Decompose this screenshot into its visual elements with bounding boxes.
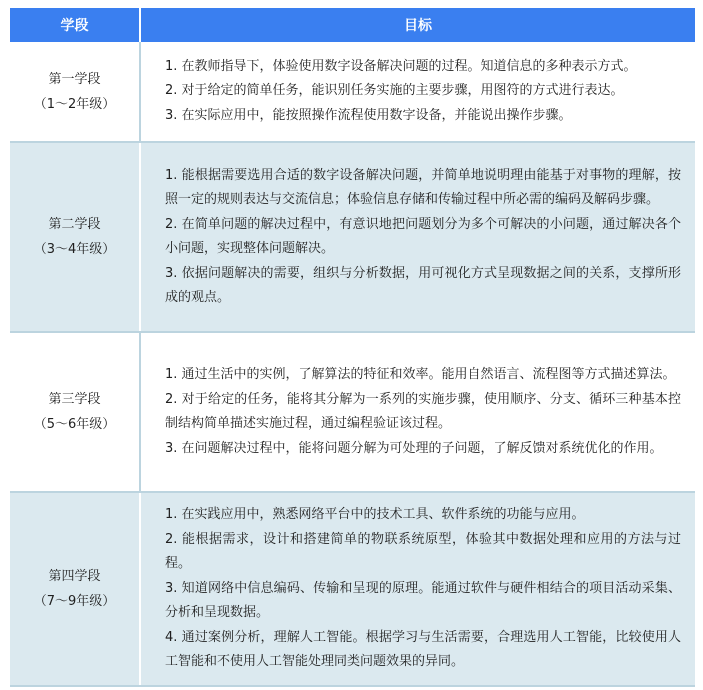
- table-body: [10, 42, 695, 686]
- goal-item: 2. 在简单问题的解决过程中，有意识地把问题划分为多个可解决的小问题，通过解决各个小问题，实现整体问题解决。: [165, 216, 681, 256]
- header-row: [10, 8, 695, 42]
- header-goal: 目标: [140, 8, 695, 42]
- goal-item: 3. 知道网络中信息编码、传输和呈现的原理。能通过软件与硬件相结合的项目活动采集、分析和呈现数据。: [165, 580, 681, 620]
- goals-cell: [140, 332, 695, 492]
- stage-name: 第一学段: [48, 71, 101, 87]
- grade-range: （5～6年级）: [33, 417, 116, 432]
- grade-range: （1～2年级）: [33, 96, 116, 112]
- goals-cell: [140, 492, 695, 686]
- stage-cell: [10, 42, 140, 142]
- goal-item: 4. 通过案例分析，理解人工智能。根据学习与生活需要，合理选用人工智能，比较使用人工智能和不使用人工智能处理同类问题效果的异同。: [165, 629, 681, 669]
- stage-cell: [10, 492, 140, 686]
- goal-item: 1. 在实践应用中，熟悉网络平台中的技术工具、软件系统的功能与应用。: [165, 507, 585, 522]
- goal-item: 1. 通过生活中的实例，了解算法的特征和效率。能用自然语言、流程图等方式描述算法。: [165, 367, 676, 382]
- header-stage: 学段: [10, 8, 140, 42]
- goal-item: 3. 依据问题解决的需要，组织与分析数据，用可视化方式呈现数据之间的关系，支撑所形成的观点。: [165, 265, 681, 305]
- stage-cell: [10, 142, 140, 332]
- goal-item: 3. 在问题解决过程中，能将问题分解为可处理的子问题，了解反馈对系统优化的作用。: [165, 440, 663, 456]
- goal-item: 3. 在实际应用中，能按照操作流程使用数字设备，并能说出操作步骤。: [165, 107, 572, 123]
- grade-range: （3～4年级）: [33, 242, 116, 257]
- goals-cell: [140, 142, 695, 332]
- goal-item: 2. 对于给定的任务，能将其分解为一系列的实施步骤，使用顺序、分支、循环三种基本控制结构简单描述实施过程，通过编程验证该过程。: [165, 391, 681, 431]
- curriculum-goals-table: [10, 8, 695, 687]
- stage-name: 第四学段: [48, 568, 101, 584]
- grade-range: （7～9年级）: [33, 593, 116, 609]
- table-row-stage-2: [10, 142, 695, 332]
- stage-name: 第三学段: [48, 392, 101, 407]
- table-row-stage-1: [10, 42, 695, 142]
- table-row-stage-3: [10, 332, 695, 492]
- goal-item: 1. 能根据需要选用合适的数字设备解决问题，并简单地说明理由能基于对事物的理解，按照一定的规则表达与交流信息；体验信息存储和传输过程中所必需的编码及解码步骤。: [165, 167, 681, 207]
- goals-cell: [140, 42, 695, 142]
- goal-item: 2. 对于给定的简单任务，能识别任务实施的主要步骤，用图符的方式进行表达。: [165, 83, 624, 99]
- table-header: [10, 8, 695, 42]
- table-row-stage-4: [10, 492, 695, 686]
- curriculum-goals-table-container: [10, 8, 695, 687]
- stage-name: 第二学段: [48, 217, 101, 232]
- goal-item: 1. 在教师指导下，体验使用数字设备解决问题的过程。知道信息的多种表示方式。: [165, 58, 637, 74]
- goal-item: 2. 能根据需求，设计和搭建简单的物联系统原型，体验其中数据处理和应用的方法与过程。: [165, 531, 681, 571]
- stage-cell: [10, 332, 140, 492]
